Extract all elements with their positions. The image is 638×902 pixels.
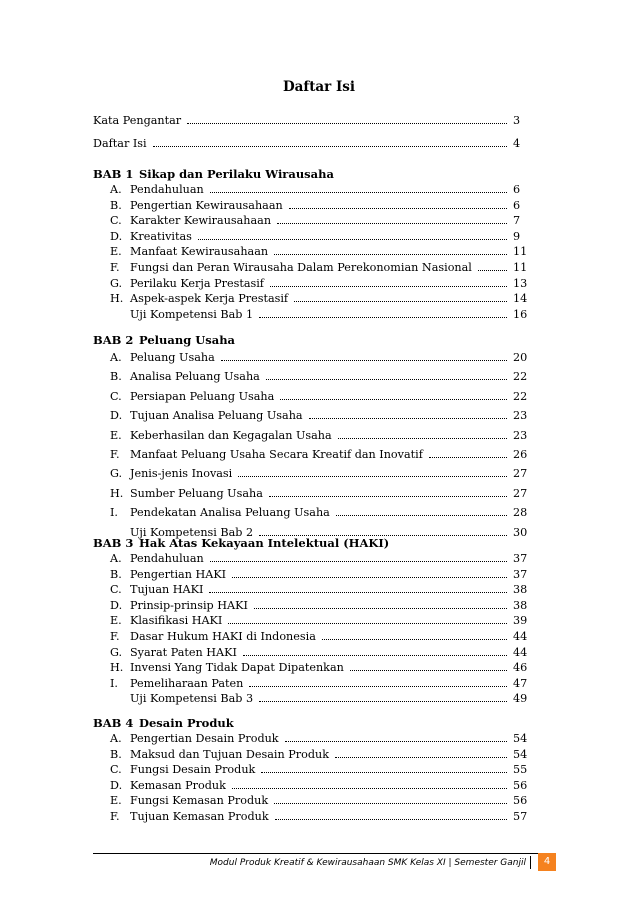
toc-entry-text: Dasar Hukum HAKI di Indonesia [130, 630, 316, 643]
chapter-heading[interactable] [93, 536, 389, 550]
toc-entry-page: 28 [513, 506, 528, 519]
toc-entry-letter: H. [110, 487, 124, 500]
toc-entry-text: Sumber Peluang Usaha [130, 487, 263, 500]
toc-entry-text: Manfaat Kewirausahaan [130, 245, 269, 258]
toc-entry[interactable] [110, 793, 528, 808]
toc-entry-letter: H. [110, 292, 124, 305]
toc-entry-text: Invensi Yang Tidak Dapat Dipatenkan [130, 661, 344, 674]
toc-entry-page: 4 [513, 137, 521, 150]
toc-entry-text: Manfaat Peluang Usaha Secara Kreatif dan Inovatif [130, 448, 423, 461]
chapter-title: Hak Atas Kekayaan Intelektual (HAKI) [139, 536, 390, 550]
toc-entry-page: 20 [513, 351, 528, 364]
toc-entry-letter: A. [110, 732, 122, 745]
toc-entry-letter: E. [110, 429, 122, 442]
toc-entry-letter: G. [110, 277, 123, 290]
toc-entry-text: Pemeliharaan Paten [130, 677, 244, 690]
dot-leader [228, 623, 507, 624]
toc-entry-page: 14 [513, 292, 528, 305]
toc-entry[interactable] [110, 244, 528, 259]
toc-entry-page: 6 [513, 199, 521, 212]
toc-entry-page: 7 [513, 214, 521, 227]
toc-entry[interactable] [110, 408, 528, 423]
toc-entry-letter: B. [110, 748, 122, 761]
toc-entry[interactable] [110, 762, 528, 777]
dot-leader [338, 438, 507, 439]
toc-entry-page: 44 [513, 646, 528, 659]
dot-leader [243, 655, 507, 656]
page-title: Daftar Isi [282, 79, 356, 95]
dot-leader [261, 772, 507, 773]
chapter-number: BAB 1 [93, 167, 134, 181]
toc-entry-text: Pendekatan Analisa Peluang Usaha [130, 506, 330, 519]
toc-entry[interactable] [110, 291, 528, 306]
toc-entry-text: Uji Kompetensi Bab 3 [130, 692, 254, 705]
dot-leader [274, 254, 507, 255]
toc-entry-text: Fungsi Kemasan Produk [130, 794, 269, 807]
toc-entry-text: Persiapan Peluang Usaha [130, 390, 275, 403]
toc-entry[interactable] [110, 567, 528, 582]
chapter-heading[interactable] [93, 167, 334, 181]
toc-entry[interactable] [110, 486, 528, 501]
toc-entry-text: Syarat Paten HAKI [130, 646, 237, 659]
chapter-number: BAB 2 [93, 333, 134, 347]
toc-entry-page: 9 [513, 230, 521, 243]
toc-entry[interactable] [110, 613, 528, 628]
chapter-title: Desain Produk [139, 716, 234, 730]
toc-entry[interactable] [110, 731, 528, 746]
toc-entry[interactable] [110, 428, 528, 443]
toc-entry-text: Prinsip-prinsip HAKI [130, 599, 248, 612]
dot-leader [238, 476, 507, 477]
dot-leader [209, 592, 507, 593]
toc-entry-letter: I. [110, 506, 118, 519]
footer-separator [530, 856, 531, 869]
toc-entry-text: Kreativitas [130, 230, 192, 243]
toc-entry-page: 54 [513, 748, 528, 761]
toc-entry-page: 38 [513, 583, 528, 596]
dot-leader [277, 223, 507, 224]
toc-entry-text: Aspek-aspek Kerja Prestasif [130, 292, 289, 305]
toc-entry-letter: F. [110, 810, 120, 823]
toc-entry[interactable] [110, 778, 528, 793]
toc-entry-page: 11 [513, 261, 528, 274]
toc-entry-letter: A. [110, 183, 122, 196]
toc-entry-letter: E. [110, 614, 122, 627]
toc-entry-text: Jenis-jenis Inovasi [130, 467, 233, 480]
toc-entry-text: Klasifikasi HAKI [130, 614, 223, 627]
dot-leader [249, 686, 507, 687]
toc-entry[interactable] [110, 369, 528, 384]
dot-leader [289, 208, 507, 209]
toc-entry-text: Uji Kompetensi Bab 2 [130, 526, 254, 539]
toc-entry-letter: D. [110, 409, 123, 422]
toc-entry-text: Pendahuluan [130, 183, 204, 196]
toc-entry-letter: C. [110, 763, 122, 776]
toc-entry-page: 46 [513, 661, 528, 674]
dot-leader [335, 757, 507, 758]
toc-entry-text: Pengertian HAKI [130, 568, 227, 581]
dot-leader [232, 788, 507, 789]
dot-leader [254, 608, 507, 609]
toc-entry-letter: D. [110, 779, 123, 792]
toc-entry-page: 11 [513, 245, 528, 258]
toc-entry[interactable] [110, 198, 525, 213]
toc-entry-letter: F. [110, 448, 120, 461]
toc-entry-letter: D. [110, 599, 123, 612]
toc-entry-page: 47 [513, 677, 528, 690]
dot-leader [294, 301, 507, 302]
chapter-heading[interactable] [93, 716, 234, 730]
toc-entry-page: 55 [513, 763, 528, 776]
toc-entry-text: Perilaku Kerja Prestasif [130, 277, 264, 290]
toc-entry-letter: F. [110, 630, 120, 643]
toc-entry-page: 39 [513, 614, 528, 627]
toc-entry[interactable] [110, 629, 528, 644]
toc-entry-page: 13 [513, 277, 528, 290]
toc-front-entry[interactable] [93, 113, 525, 128]
toc-entry-letter: A. [110, 351, 122, 364]
dot-leader [269, 496, 507, 497]
toc-entry-text: Pendahuluan [130, 552, 204, 565]
toc-entry-page: 37 [513, 568, 528, 581]
toc-entry[interactable] [110, 466, 528, 481]
toc-entry[interactable] [110, 645, 528, 660]
toc-entry-letter: G. [110, 646, 123, 659]
toc-entry-text: Uji Kompetensi Bab 1 [130, 308, 254, 321]
toc-entry-letter: D. [110, 230, 123, 243]
toc-entry-page: 6 [513, 183, 521, 196]
toc-entry-text: Peluang Usaha [130, 351, 215, 364]
chapter-heading[interactable] [93, 333, 235, 347]
toc-entry-page: 30 [513, 526, 528, 539]
toc-entry-letter: B. [110, 199, 122, 212]
toc-entry[interactable] [110, 447, 528, 462]
dot-leader [210, 192, 507, 193]
toc-entry[interactable] [110, 598, 528, 613]
toc-entry-text: Pengertian Kewirausahaan [130, 199, 283, 212]
toc-entry[interactable] [110, 582, 528, 597]
dot-leader [259, 701, 507, 702]
toc-entry[interactable] [110, 213, 525, 228]
footer-divider [93, 853, 551, 854]
toc-entry-letter: I. [110, 677, 118, 690]
toc-entry[interactable] [110, 276, 528, 291]
toc-entry-text: Analisa Peluang Usaha [130, 370, 260, 383]
toc-entry[interactable] [110, 505, 528, 520]
chapter-number: BAB 4 [93, 716, 134, 730]
dot-leader [187, 123, 507, 124]
toc-entry-letter: E. [110, 245, 122, 258]
toc-entry-text: Tujuan Kemasan Produk [130, 810, 269, 823]
dot-leader [285, 741, 507, 742]
toc-entry[interactable] [110, 691, 528, 706]
toc-entry-letter: F. [110, 261, 120, 274]
toc-entry-letter: C. [110, 390, 122, 403]
dot-leader [198, 239, 507, 240]
toc-entry-text: Tujuan Analisa Peluang Usaha [130, 409, 303, 422]
dot-leader [478, 270, 507, 271]
toc-entry-page: 54 [513, 732, 528, 745]
dot-leader [210, 561, 507, 562]
dot-leader [309, 418, 507, 419]
dot-leader [266, 379, 507, 380]
toc-entry-letter: C. [110, 583, 122, 596]
toc-front-entry[interactable] [93, 136, 525, 151]
dot-leader [280, 399, 507, 400]
dot-leader [274, 803, 507, 804]
toc-entry-page: 56 [513, 794, 528, 807]
toc-entry-page: 22 [513, 370, 528, 383]
toc-entry-text: Karakter Kewirausahaan [130, 214, 272, 227]
toc-entry-letter: E. [110, 794, 122, 807]
toc-entry-page: 44 [513, 630, 528, 643]
toc-entry[interactable] [110, 229, 525, 244]
dot-leader [221, 360, 507, 361]
toc-entry-page: 22 [513, 390, 528, 403]
toc-entry-page: 27 [513, 487, 528, 500]
toc-entry-letter: B. [110, 370, 122, 383]
toc-entry-page: 56 [513, 779, 528, 792]
toc-entry[interactable] [110, 307, 528, 322]
chapter-title: Sikap dan Perilaku Wirausaha [139, 167, 334, 181]
toc-entry-text: Keberhasilan dan Kegagalan Usaha [130, 429, 332, 442]
toc-entry-page: 37 [513, 552, 528, 565]
dot-leader [275, 819, 507, 820]
toc-entry-page: 23 [513, 429, 528, 442]
toc-entry[interactable] [110, 676, 528, 691]
toc-entry[interactable] [110, 747, 528, 762]
toc-entry-letter: B. [110, 568, 122, 581]
toc-entry-page: 49 [513, 692, 528, 705]
toc-entry-page: 3 [513, 114, 521, 127]
toc-entry-text: Kata Pengantar [93, 114, 182, 127]
dot-leader [232, 577, 507, 578]
toc-entry[interactable] [110, 809, 528, 824]
toc-entry-page: 16 [513, 308, 528, 321]
footer-text: Modul Produk Kreatif & Kewirausahaan SMK Kelas XI | Semester Ganjil [209, 858, 526, 868]
dot-leader [270, 286, 507, 287]
dot-leader [259, 317, 507, 318]
toc-entry-page: 57 [513, 810, 528, 823]
dot-leader [336, 515, 507, 516]
toc-entry-text: Daftar Isi [93, 137, 147, 150]
toc-entry-text: Tujuan HAKI [130, 583, 204, 596]
toc-entry-text: Fungsi dan Peran Wirausaha Dalam Perekonomian Nasional [130, 261, 472, 274]
toc-entry-text: Pengertian Desain Produk [130, 732, 279, 745]
toc-entry-page: 27 [513, 467, 528, 480]
toc-entry-page: 23 [513, 409, 528, 422]
chapter-number: BAB 3 [93, 536, 134, 550]
toc-entry[interactable] [110, 260, 528, 275]
toc-entry[interactable] [110, 551, 528, 566]
dot-leader [350, 670, 507, 671]
toc-entry-letter: G. [110, 467, 123, 480]
toc-entry-letter: C. [110, 214, 122, 227]
dot-leader [322, 639, 507, 640]
toc-entry[interactable] [110, 182, 525, 197]
dot-leader [153, 146, 507, 147]
toc-entry-letter: A. [110, 552, 122, 565]
toc-entry-page: 38 [513, 599, 528, 612]
toc-entry-text: Maksud dan Tujuan Desain Produk [130, 748, 330, 761]
toc-entry-page: 26 [513, 448, 528, 461]
toc-entry[interactable] [110, 660, 528, 675]
toc-entry-text: Kemasan Produk [130, 779, 226, 792]
toc-entry[interactable] [110, 389, 528, 404]
dot-leader [429, 457, 507, 458]
chapter-title: Peluang Usaha [139, 333, 236, 347]
toc-entry-letter: H. [110, 661, 124, 674]
toc-entry[interactable] [110, 350, 528, 365]
page-number-badge: 4 [538, 853, 556, 871]
toc-entry-text: Fungsi Desain Produk [130, 763, 256, 776]
